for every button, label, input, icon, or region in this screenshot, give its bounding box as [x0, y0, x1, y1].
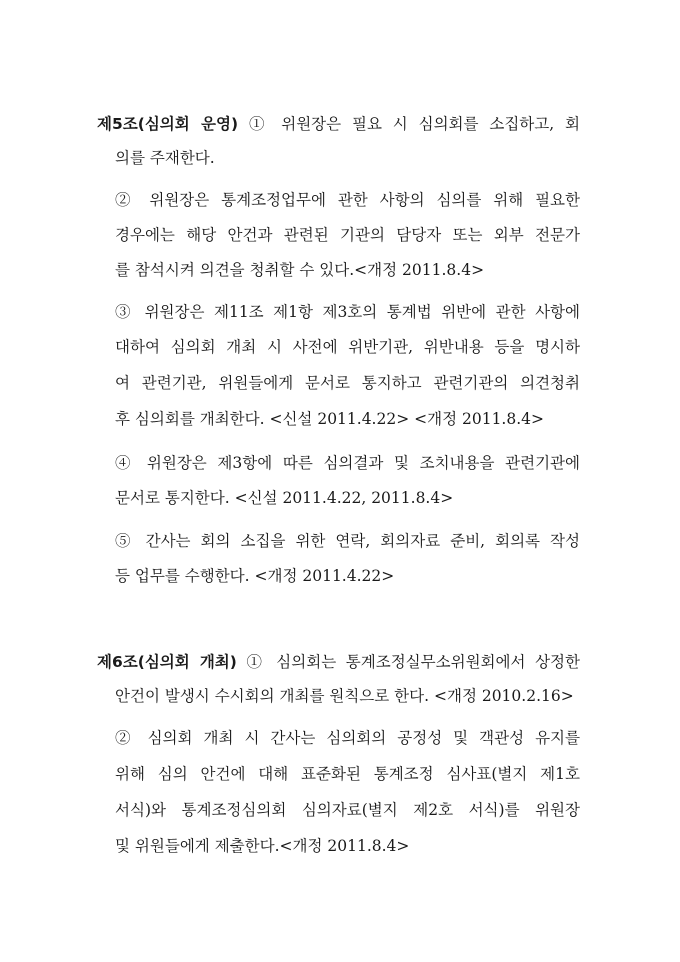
- article-5-para-1-line-2: 의를 주재한다.: [115, 149, 215, 167]
- article-5-para-4-line-1: ④ 위원장은 제3항에 따른 심의결과 및 조치내용을 관련기관에: [115, 454, 580, 472]
- article-5-para-4-line-2: 문서로 통지한다. <신설 2011.4.22, 2011.8.4>: [115, 489, 454, 507]
- article-6-para-2-line-2: 위해 심의 안건에 대해 표준화된 통계조정 심사표(별지 제1호: [115, 765, 580, 783]
- article-6-para-1-line-1: ① 심의회는 통계조정실무소위원회에서 상정한: [246, 653, 580, 671]
- article-5-para-1-line-1: ① 위원장은 필요 시 심의회를 소집하고, 회: [248, 115, 580, 133]
- article-6-heading: 제6조(심의회 개최): [97, 653, 237, 671]
- article-6-first-line: [97, 652, 580, 672]
- article-5-para-5-line-2: 등 업무를 수행한다. <개정 2011.4.22>: [115, 567, 395, 585]
- article-5-para-3-line-4: 후 심의회를 개최한다. <신설 2011.4.22> <개정 2011.8.4>: [115, 410, 544, 428]
- article-5-first-line: [97, 114, 580, 134]
- article-5-para-3-line-3: 여 관련기관, 위원들에게 문서로 통지하고 관련기관의 의견청취: [115, 374, 580, 392]
- article-5-heading: 제5조(심의회 운영): [97, 115, 239, 133]
- article-5-para-3-line-1: ③ 위원장은 제11조 제1항 제3호의 통계법 위반에 관한 사항에: [115, 303, 580, 321]
- article-6-para-2-line-4: 및 위원들에게 제출한다.<개정 2011.8.4>: [115, 837, 410, 855]
- article-5-para-2-line-1: ② 위원장은 통계조정업무에 관한 사항의 심의를 위해 필요한: [115, 191, 580, 209]
- article-5-para-5-line-1: ⑤ 간사는 회의 소집을 위한 연락, 회의자료 준비, 회의록 작성: [115, 532, 580, 550]
- article-5-para-3-line-2: 대하여 심의회 개최 시 사전에 위반기관, 위반내용 등을 명시하: [115, 338, 580, 356]
- article-5-para-2-line-3: 를 참석시켜 의견을 청취할 수 있다.<개정 2011.8.4>: [115, 261, 485, 279]
- article-6-para-1-line-2: 안건이 발생시 수시회의 개최를 원칙으로 한다. <개정 2010.2.16>: [115, 687, 574, 705]
- article-6-para-2-line-1: ② 심의회 개최 시 간사는 심의회의 공정성 및 객관성 유지를: [115, 729, 580, 747]
- article-6-para-2-line-3: 서식)와 통계조정심의회 심의자료(별지 제2호 서식)를 위원장: [115, 801, 580, 819]
- article-5-para-2-line-2: 경우에는 해당 안건과 관련된 기관의 담당자 또는 외부 전문가: [115, 226, 580, 244]
